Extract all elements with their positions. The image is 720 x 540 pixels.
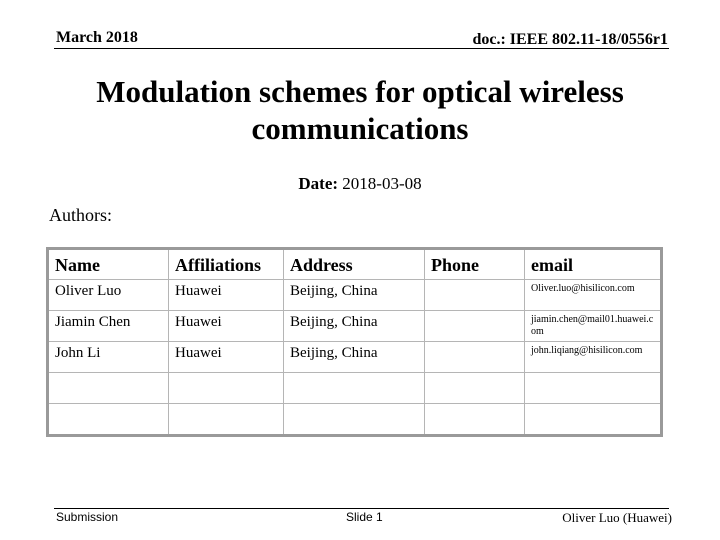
cell-address [284,373,425,404]
cell-email [525,373,662,404]
cell-name: John Li [48,342,169,373]
header-date: March 2018 [56,29,138,46]
table-row [48,373,662,404]
cell-address: Beijing, China [284,280,425,311]
cell-phone [425,404,525,436]
column-header-affiliations: Affiliations [169,249,284,280]
cell-address [284,404,425,436]
table-row [48,280,662,311]
cell-affiliation [169,373,284,404]
footer-author: Oliver Luo (Huawei) [562,510,672,525]
column-header-phone: Phone [425,249,525,280]
cell-affiliation: Huawei [169,342,284,373]
cell-affiliation [169,404,284,436]
column-header-email: email [525,249,662,280]
table-row [48,311,662,342]
footer-divider [54,508,669,509]
cell-email: john.liqiang@hisilicon.com [525,342,662,373]
cell-email [525,404,662,436]
authors-table [46,247,663,437]
table-header-row [48,249,662,280]
cell-name: Jiamin Chen [48,311,169,342]
slide-title: Modulation schemes for optical wireless communications [96,74,624,146]
cell-affiliation: Huawei [169,280,284,311]
date-line [0,174,720,194]
slide-number: Slide 1 [346,510,383,524]
cell-phone [425,280,525,311]
table-row [48,342,662,373]
cell-phone [425,373,525,404]
cell-email: jiamin.chen@mail01.huawei.com [525,311,662,342]
date-value: 2018-03-08 [342,174,422,193]
date-label: Date: [298,174,339,193]
cell-name: Oliver Luo [48,280,169,311]
cell-address: Beijing, China [284,342,425,373]
table-row [48,404,662,436]
cell-address: Beijing, China [284,311,425,342]
cell-affiliation: Huawei [169,311,284,342]
column-header-address: Address [284,249,425,280]
cell-name [48,373,169,404]
cell-email: Oliver.luo@hisilicon.com [525,280,662,311]
authors-label: Authors: [49,205,112,225]
cell-phone [425,342,525,373]
cell-phone [425,311,525,342]
column-header-name: Name [48,249,169,280]
footer-submission: Submission [56,510,119,524]
cell-name [48,404,169,436]
header-doc-id: doc.: IEEE 802.11-18/0556r1 [472,31,668,48]
header-divider [54,48,669,49]
